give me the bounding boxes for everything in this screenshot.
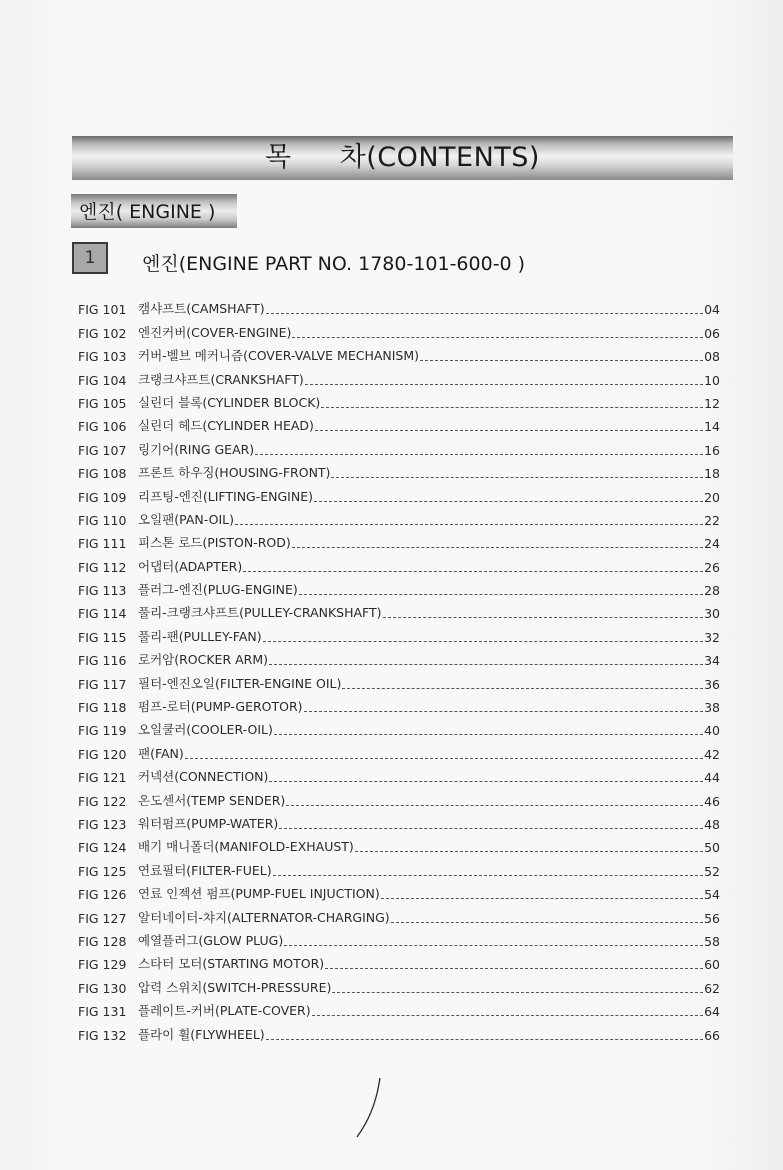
toc-row bbox=[78, 317, 720, 340]
entry-title: 캠샤프트(CAMSHAFT) bbox=[138, 301, 265, 317]
fig-number: FIG 129 bbox=[78, 957, 127, 973]
page-number: 30 bbox=[704, 606, 720, 622]
fig-number: FIG 118 bbox=[78, 700, 127, 716]
toc-row bbox=[78, 972, 720, 995]
entry-title: 알터네이터-챠지(ALTERNATOR-CHARGING) bbox=[138, 909, 390, 925]
page-number: 64 bbox=[704, 1004, 720, 1020]
dotted-leader bbox=[315, 429, 703, 431]
fig-number: FIG 127 bbox=[78, 910, 127, 926]
dotted-leader bbox=[279, 827, 703, 829]
fig-number: FIG 105 bbox=[78, 395, 127, 411]
entry-title: 링기어(RING GEAR) bbox=[138, 441, 255, 457]
page-number: 12 bbox=[704, 395, 720, 411]
entry-title: 연료 인젝션 펌프(PUMP-FUEL INJUCTION) bbox=[138, 886, 380, 902]
dotted-leader bbox=[273, 874, 703, 876]
toc-row bbox=[78, 364, 720, 387]
dotted-leader bbox=[312, 1014, 703, 1016]
dotted-leader bbox=[331, 476, 703, 478]
page-number: 14 bbox=[704, 419, 720, 435]
page-number: 28 bbox=[704, 583, 720, 599]
dotted-leader bbox=[274, 733, 703, 735]
entry-title: 플레이트-커버(PLATE-COVER) bbox=[138, 1003, 311, 1019]
page-number: 58 bbox=[704, 933, 720, 949]
page-number: 40 bbox=[704, 723, 720, 739]
page-number: 08 bbox=[704, 349, 720, 365]
dotted-leader bbox=[263, 640, 703, 642]
page-number: 20 bbox=[704, 489, 720, 505]
toc-row bbox=[78, 762, 720, 785]
fig-number: FIG 128 bbox=[78, 933, 127, 949]
title-korean-2: 차 bbox=[339, 142, 367, 173]
dotted-leader bbox=[243, 570, 703, 572]
dotted-leader bbox=[383, 616, 704, 618]
toc-row bbox=[78, 926, 720, 949]
page-number: 36 bbox=[704, 676, 720, 692]
toc-row bbox=[78, 411, 720, 434]
title-english: (CONTENTS) bbox=[366, 142, 540, 173]
dotted-leader bbox=[185, 757, 703, 759]
entry-title: 배기 매니폴더(MANIFOLD-EXHAUST) bbox=[138, 839, 354, 855]
page-number: 04 bbox=[704, 302, 720, 318]
fig-number: FIG 102 bbox=[78, 325, 127, 341]
entry-title: 팬(FAN) bbox=[138, 745, 184, 761]
part-title: 엔진(ENGINE PART NO. 1780-101-600-0 ) bbox=[142, 253, 526, 275]
page-number: 34 bbox=[704, 653, 720, 669]
page-number: 44 bbox=[704, 770, 720, 786]
page-number: 38 bbox=[704, 700, 720, 716]
toc-row bbox=[78, 505, 720, 528]
fig-number: FIG 121 bbox=[78, 770, 127, 786]
toc-row bbox=[78, 434, 720, 457]
fig-number: FIG 123 bbox=[78, 816, 127, 832]
toc-row bbox=[78, 785, 720, 808]
page-number: 32 bbox=[704, 629, 720, 645]
fig-number: FIG 132 bbox=[78, 1027, 127, 1043]
dotted-leader bbox=[292, 546, 703, 548]
dotted-leader bbox=[284, 944, 703, 946]
entry-title: 실린더 블록(CYLINDER BLOCK) bbox=[138, 394, 321, 410]
entry-title: 풀리-크랭크샤프트(PULLEY-CRANKSHAFT) bbox=[138, 605, 382, 621]
dotted-leader bbox=[420, 359, 703, 361]
entry-title: 엔진커버(COVER-ENGINE) bbox=[138, 324, 292, 340]
toc-row bbox=[78, 879, 720, 902]
fig-number: FIG 115 bbox=[78, 629, 127, 645]
entry-title: 커넥션(CONNECTION) bbox=[138, 769, 269, 785]
fig-number: FIG 131 bbox=[78, 1004, 127, 1020]
dotted-leader bbox=[286, 804, 703, 806]
fig-number: FIG 113 bbox=[78, 583, 127, 599]
entry-title: 펌프-로터(PUMP-GEROTOR) bbox=[138, 699, 303, 715]
entry-title: 풀리-팬(PULLEY-FAN) bbox=[138, 628, 262, 644]
entry-title: 연료필터(FILTER-FUEL) bbox=[138, 862, 272, 878]
page-number: 18 bbox=[704, 466, 720, 482]
fig-number: FIG 126 bbox=[78, 887, 127, 903]
page-number: 16 bbox=[704, 442, 720, 458]
toc-row bbox=[78, 692, 720, 715]
page-number: 62 bbox=[704, 980, 720, 996]
entry-title: 스타터 모터(STARTING MOTOR) bbox=[138, 956, 325, 972]
fig-number: FIG 111 bbox=[78, 536, 127, 552]
entry-title: 커버-벨브 메커니즘(COVER-VALVE MECHANISM) bbox=[138, 348, 420, 364]
entry-title: 오일쿨러(COOLER-OIL) bbox=[138, 722, 273, 738]
page-number: 56 bbox=[704, 910, 720, 926]
fig-number: FIG 122 bbox=[78, 793, 127, 809]
toc-row bbox=[78, 575, 720, 598]
entry-title: 어댑터(ADAPTER) bbox=[138, 558, 243, 574]
page-number: 26 bbox=[704, 559, 720, 575]
dotted-leader bbox=[321, 406, 703, 408]
page-title bbox=[72, 138, 733, 178]
page-number: 46 bbox=[704, 793, 720, 809]
title-korean-1: 목 bbox=[265, 142, 292, 173]
dotted-leader bbox=[391, 921, 703, 923]
entry-title: 온도센서(TEMP SENDER) bbox=[138, 792, 286, 808]
entry-title: 워터펌프(PUMP-WATER) bbox=[138, 815, 279, 831]
fig-number: FIG 106 bbox=[78, 419, 127, 435]
dotted-leader bbox=[269, 780, 703, 782]
dotted-leader bbox=[266, 1038, 703, 1040]
fig-number: FIG 130 bbox=[78, 980, 127, 996]
fig-number: FIG 116 bbox=[78, 653, 127, 669]
toc-row bbox=[78, 551, 720, 574]
part-number-box: 1 bbox=[72, 242, 108, 274]
page-number: 42 bbox=[704, 746, 720, 762]
toc-row bbox=[78, 528, 720, 551]
dotted-leader bbox=[325, 967, 703, 969]
toc-row bbox=[78, 809, 720, 832]
toc-row bbox=[78, 458, 720, 481]
dotted-leader bbox=[342, 687, 703, 689]
toc-row bbox=[78, 294, 720, 317]
toc-row bbox=[78, 645, 720, 668]
fig-number: FIG 103 bbox=[78, 349, 127, 365]
page-number: 24 bbox=[704, 536, 720, 552]
page-number: 52 bbox=[704, 863, 720, 879]
toc-row bbox=[78, 996, 720, 1019]
toc-row bbox=[78, 715, 720, 738]
toc-row bbox=[78, 668, 720, 691]
entry-title: 오일팬(PAN-OIL) bbox=[138, 511, 234, 527]
fig-number: FIG 114 bbox=[78, 606, 127, 622]
page-number: 48 bbox=[704, 816, 720, 832]
fig-number: FIG 110 bbox=[78, 512, 127, 528]
dotted-leader bbox=[269, 663, 703, 665]
toc-row bbox=[78, 388, 720, 411]
dotted-leader bbox=[292, 336, 703, 338]
fig-number: FIG 108 bbox=[78, 466, 127, 482]
entry-title: 리프팅-엔진(LIFTING-ENGINE) bbox=[138, 488, 313, 504]
toc-row bbox=[78, 621, 720, 644]
fig-number: FIG 104 bbox=[78, 372, 127, 388]
dotted-leader bbox=[304, 710, 704, 712]
entry-title: 로커암(ROCKER ARM) bbox=[138, 652, 269, 668]
table-of-contents bbox=[78, 294, 720, 1043]
page-number: 60 bbox=[704, 957, 720, 973]
page-number: 66 bbox=[704, 1027, 720, 1043]
fig-number: FIG 120 bbox=[78, 746, 127, 762]
page-number: 10 bbox=[704, 372, 720, 388]
fig-number: FIG 119 bbox=[78, 723, 127, 739]
fig-number: FIG 101 bbox=[78, 302, 127, 318]
toc-row bbox=[78, 949, 720, 972]
fig-number: FIG 112 bbox=[78, 559, 127, 575]
entry-title: 피스톤 로드(PISTON-ROD) bbox=[138, 535, 291, 551]
toc-row bbox=[78, 902, 720, 925]
fig-number: FIG 117 bbox=[78, 676, 127, 692]
dotted-leader bbox=[266, 312, 703, 314]
dotted-leader bbox=[314, 500, 703, 502]
dotted-leader bbox=[355, 850, 703, 852]
fig-number: FIG 125 bbox=[78, 863, 127, 879]
entry-title: 프론트 하우징(HOUSING-FRONT) bbox=[138, 465, 331, 481]
dotted-leader bbox=[255, 453, 703, 455]
toc-row bbox=[78, 341, 720, 364]
toc-row bbox=[78, 832, 720, 855]
dotted-leader bbox=[332, 991, 703, 993]
fig-number: FIG 109 bbox=[78, 489, 127, 505]
page-number: 22 bbox=[704, 512, 720, 528]
page-number: 50 bbox=[704, 840, 720, 856]
toc-row bbox=[78, 738, 720, 761]
page-number: 54 bbox=[704, 887, 720, 903]
entry-title: 압력 스위치(SWITCH-PRESSURE) bbox=[138, 979, 332, 995]
dotted-leader bbox=[235, 523, 703, 525]
entry-title: 필터-엔진오일(FILTER-ENGINE OIL) bbox=[138, 675, 342, 691]
entry-title: 실린더 헤드(CYLINDER HEAD) bbox=[138, 418, 314, 434]
dotted-leader bbox=[299, 593, 703, 595]
fig-number: FIG 124 bbox=[78, 840, 127, 856]
pen-stroke-mark bbox=[354, 1076, 394, 1140]
dotted-leader bbox=[381, 897, 703, 899]
page-number: 06 bbox=[704, 325, 720, 341]
toc-row bbox=[78, 598, 720, 621]
toc-row bbox=[78, 481, 720, 504]
toc-row bbox=[78, 855, 720, 878]
entry-title: 크랭크샤프트(CRANKSHAFT) bbox=[138, 371, 304, 387]
toc-row bbox=[78, 1019, 720, 1042]
dotted-leader bbox=[305, 383, 703, 385]
section-label: 엔진( ENGINE ) bbox=[79, 201, 216, 223]
entry-title: 플라이 휠(FLYWHEEL) bbox=[138, 1026, 265, 1042]
fig-number: FIG 107 bbox=[78, 442, 127, 458]
entry-title: 예열플러그(GLOW PLUG) bbox=[138, 932, 284, 948]
entry-title: 플러그-엔진(PLUG-ENGINE) bbox=[138, 582, 298, 598]
